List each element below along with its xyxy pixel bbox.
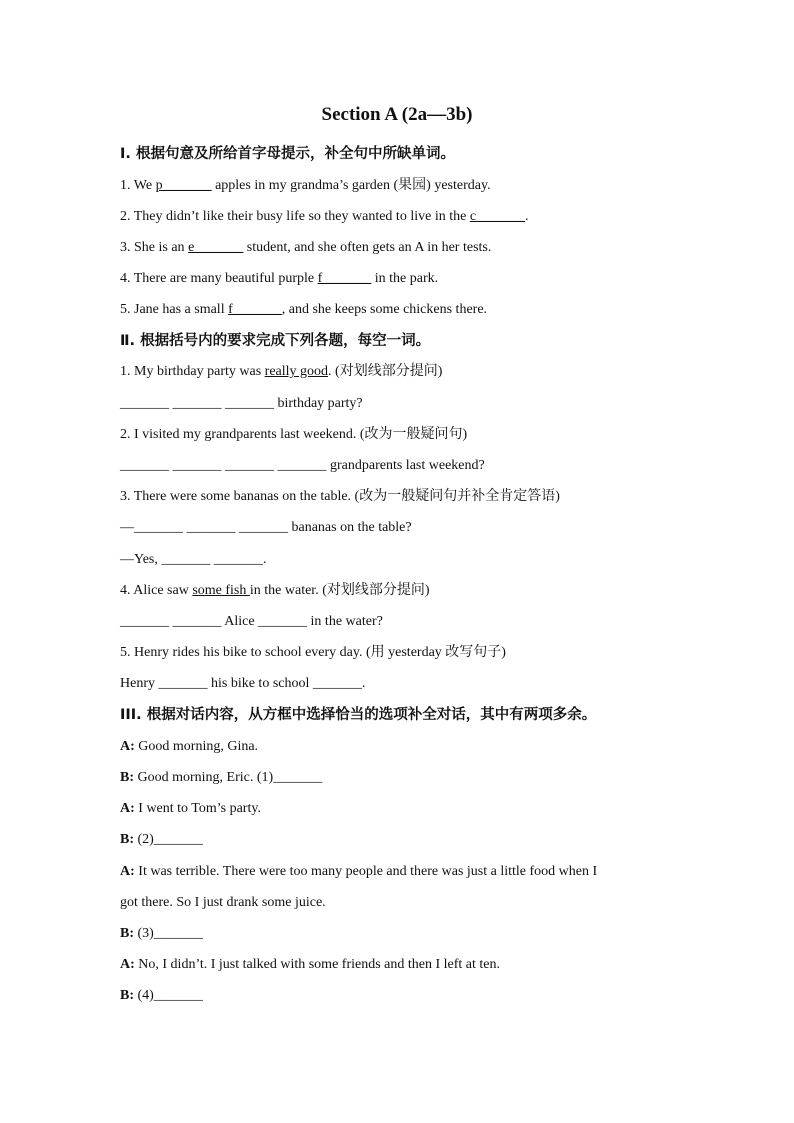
part2-question-5: 5. Henry rides his bike to school every day. (用 yesterday 改写句子) [120,645,506,660]
part2-question-3: 3. There were some bananas on the table. (改为一般疑问句并补全肯定答语) [120,489,560,504]
item-text: 1. We [120,178,156,193]
part2-question-4 [120,582,430,600]
part2-answer-3b[interactable]: —Yes, _______ _______. [120,552,267,567]
answer-blank[interactable]: f_______ [228,302,282,317]
dialogue-line [120,863,597,881]
item-text: student, and she often gets an A in her tests. [243,240,492,255]
question-instruction: . (对划线部分提问) [328,364,443,379]
item-text: , and she keeps some chickens there. [281,302,488,317]
speaker-label: B: [120,770,134,785]
item-text: . [525,209,529,224]
question-text: 1. My birthday party was [120,364,265,379]
speaker-label: A: [120,801,135,816]
answer-blank[interactable]: p_______ [155,178,212,193]
dialogue-text: It was terrible. There were too many people and there was just a little food when I [134,864,598,879]
dialogue-text[interactable]: (3)_______ [134,926,203,941]
part1-item-3 [120,239,491,257]
part2-answer-1[interactable]: _______ _______ _______ birthday party? [120,396,363,411]
question-instruction: in the water. (对划线部分提问) [249,583,430,598]
dialogue-text[interactable]: Good morning, Eric. (1)_______ [134,770,323,785]
part2-question-2: 2. I visited my grandparents last weekend. (改为一般疑问句) [120,427,468,442]
part1-item-4 [120,270,438,288]
part2-heading: Ⅱ. 根据括号内的要求完成下列各题，每空一词。 [120,333,431,349]
part1-heading: Ⅰ. 根据句意及所给首字母提示，补全句中所缺单词。 [120,146,455,162]
dialogue-text: I went to Tom’s party. [134,801,261,816]
section-title: Section A (2a—3b) [321,104,473,125]
dialogue-text: No, I didn’t. I just talked with some friends and then I left at ten. [134,957,500,972]
speaker-label: B: [120,988,134,1003]
part2-question-1 [120,363,442,381]
part3-heading: III. 根据对话内容，从方框中选择恰当的选项补全对话，其中有两项多余。 [120,707,597,723]
item-text: 5. Jane has a small [120,302,229,317]
item-text: apples in my grandma’s garden (果园) yesterday. [211,178,491,193]
part1-item-1 [120,177,491,195]
part2-answer-5[interactable]: Henry _______ his bike to school _______. [120,676,366,691]
speaker-label: A: [120,864,135,879]
underlined-phrase: really good [264,364,329,379]
answer-blank[interactable]: c_______ [469,209,526,224]
underlined-phrase: some fish [192,583,250,598]
speaker-label: B: [120,832,134,847]
speaker-label: B: [120,926,134,941]
dialogue-line [120,987,203,1005]
dialogue-line [120,738,258,756]
item-text: 4. There are many beautiful purple [120,271,318,286]
item-text: in the park. [371,271,439,286]
answer-blank[interactable]: f_______ [317,271,372,286]
answer-blank[interactable]: e_______ [188,240,244,255]
dialogue-line [120,956,500,974]
item-text: 2. They didn’t like their busy life so they wanted to live in the [120,209,470,224]
dialogue-line [120,925,203,943]
part2-answer-4[interactable]: _______ _______ Alice _______ in the water? [120,614,383,629]
part1-item-2 [120,208,529,226]
dialogue-line [120,769,322,787]
dialogue-text[interactable]: (2)_______ [134,832,203,847]
part2-answer-2[interactable]: _______ _______ _______ _______ grandparents last weekend? [120,458,485,473]
part1-item-5 [120,301,487,319]
question-text: 4. Alice saw [120,583,193,598]
speaker-label: A: [120,957,135,972]
speaker-label: A: [120,739,135,754]
dialogue-line [120,894,326,912]
dialogue-line [120,800,261,818]
item-text: 3. She is an [120,240,189,255]
dialogue-text[interactable]: (4)_______ [134,988,203,1003]
dialogue-text: got there. So I just drank some juice. [120,895,326,910]
part2-answer-3a[interactable]: —_______ _______ _______ bananas on the table? [120,520,412,535]
dialogue-text: Good morning, Gina. [134,739,259,754]
dialogue-line [120,831,203,849]
